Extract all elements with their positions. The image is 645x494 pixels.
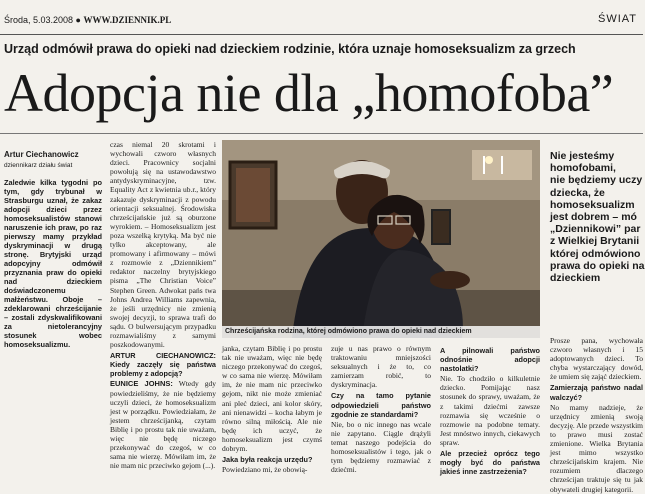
column-3 (222, 344, 322, 480)
col3-paragraph: janka, czytam Biblię i po prostu tak nie uważam, więc nie będę niczego przekonywać do czegoś, w co sama nie wierzę. Mówiłam im, że nie mam nic przeciwko gejom, nikt nie może zmieniać ani pleć dzieci, ani kolor skóry, ani nienawidzi – kocha łabym je równo silną miłością. Ale nie będę ich uczyć, że homoseksualizm jest czymś dobrym. (222, 344, 322, 454)
lead-paragraph: Zaledwie kilka tygodni po tym, gdy trybunał w Strasburgu uznał, że zakaz adopcji dzieci przez homoseksualistów stanowi naruszenie ich praw, po raz pierwszy mamy przykład dyskryminacji w drugą stronę. Brytyjski urząd adopcyjny odmówił przyznania praw do opieki nad dzieckiem doświadczonemu małżeństwu. Oboje – zdeklarowani chrześcijanie – zostali zdyskwalifikowani za nietolerancyjny stosunek wobec homoseksualizmu. (4, 178, 102, 349)
column-4 (331, 344, 431, 480)
headline: Adopcja nie dla „homofoba” (4, 63, 614, 123)
column-5 (440, 344, 540, 480)
col3-answer: Powiedziano mi, że obowią- (222, 465, 308, 475)
pull-quote: Nie jesteśmy homofobami, nie będziemy uczy dziecka, że homoseksualizm jest dobrem – mó „Dziennikowi” par z Wielkiej Brytanii której odmówiono prawa do opieki na dzieckiem (550, 150, 645, 285)
col2-answer (110, 379, 216, 470)
col6-question: Zamierzają państwo nadal walczyć? (550, 383, 643, 402)
col4-paragraph: zuje u nas prawo o równym traktowaniu mniejszości seksualnych i że to, co zamierzam robić, to dyskryminacja. (331, 344, 431, 390)
col3-question: Jaka była reakcja urzędu? (222, 455, 313, 465)
col4-answer: Nie, bo o nic innego nas wcale nie zapytano. Ciągle drążyli temat naszego podejścia do homoseksualistów i tego, jak o tym będziemy rozmawiać z dziećmi. (331, 419, 431, 475)
column-6 (550, 336, 643, 494)
col2-answer-speaker: EUNICE JOHNS: (110, 379, 173, 389)
col6-paragraph: Prosze pana, wychowała czworo własnych i 15 adoptowanych dzieci. To chyba wystarczający dowód, że umiem się zająć dzieckiem. (550, 336, 643, 382)
header-site[interactable]: WWW.DZIENNIK.PL (83, 15, 172, 25)
col5-question-2: Ale przecież oprócz tego mogły być do państwa jakieś inne zastrzeżenia? (440, 449, 540, 477)
author-name: Artur Ciechanowicz (4, 150, 79, 159)
headline-rule (0, 133, 643, 134)
col2-paragraph: czas niemal 20 skrotami i wychowali czworo własnych dzieci. Pracownicy socjalni powołują się na ustawodawstwo antydyskryminacyjne, tzw. Equality Act z kwietnia ub.r., który zakazuje dyskryminacji z powodu orientacji seksualnej. Środowiska chrześcijańskie już są oburzone wyrokiem. – Homoseksualizm jest poza wszelką krytyką. Ma być nie tylko akceptowany, ale promowany i afirmowany – mówi z rozmowie z „Dziennikiem” redaktor naczelny brytyjskiego pisma „The Christian Voice” Stephen Green. Adwokat pańs twa Johns Andrea Williams zapewnia, że jeśli urzędnicy nie zmienią swojej decyzji, to sprawa trafi do sądu. O bulwersującym przypadku rozmawialiśmy z samymi poszkodowanymi. (110, 140, 216, 350)
section-label: ŚWIAT (597, 13, 637, 25)
col6-answer: No mamy nadzieje, że urzędnicy zmienią swoją decyzję. Ale przede wszystkim to prawo musi zostać zmienione. Wielka Brytania jest mimo wszystko chrześcijańskim krajem. Nie rozumiem dlaczego chrześcijan traktuje się tu jak obywateli drugiej kategorii. (550, 402, 643, 494)
col2-answer-text: Wtedy gdy powiedzieliśmy, że nie będziemy uczyli dzieci, że homoseksualizm jest w porządku. Powiedziałam, że jestem chrześcijanką, czytam Biblię i po prostu tak nie uważam, więc nie będę niczego przekonywać do czegoś, w co sama nie wierzę. Mówiłam im, że nie mam nic przeciwko gejom (...). (110, 379, 216, 471)
photo-caption: Chrześcijańska rodzina, której odmówiono prawa do opieki nad dzieckiem (222, 326, 540, 338)
col5-answer-1: Nie. To chodziło o kilkuletnie dziecko. Pomijając nasz stosunek do sprawy, uważam, że z takimi dziećmi zawsze rozmawia się wcześnie o rozmowie na podobne tematy. Jest mnóstwo innych, ciekawych spraw. (440, 374, 540, 447)
author-role: dziennikarz działu świat (4, 162, 73, 169)
header-date: Środa, 5.03.2008 ● (4, 15, 81, 25)
column-2 (110, 140, 216, 480)
col5-question-1: A pilnowali państwo odnośnie adopcji nastolatki? (440, 346, 540, 374)
header-rule (0, 34, 643, 35)
photo-illustration (222, 140, 540, 338)
col4-question: Czy na tamo pytanie odpowiedzieli państwo zgodnie ze standardami? (331, 391, 431, 419)
col2-question: ARTUR CIECHANOWICZ: Kiedy zaczęły się państwa problemy z adopcją? (110, 351, 216, 379)
article-photo (222, 140, 540, 338)
header-date-site (4, 15, 171, 25)
subheadline: Urząd odmówił prawa do opieki nad dzieckiem rodzinie, która uznaje homoseksualizm za grzech (4, 42, 576, 56)
